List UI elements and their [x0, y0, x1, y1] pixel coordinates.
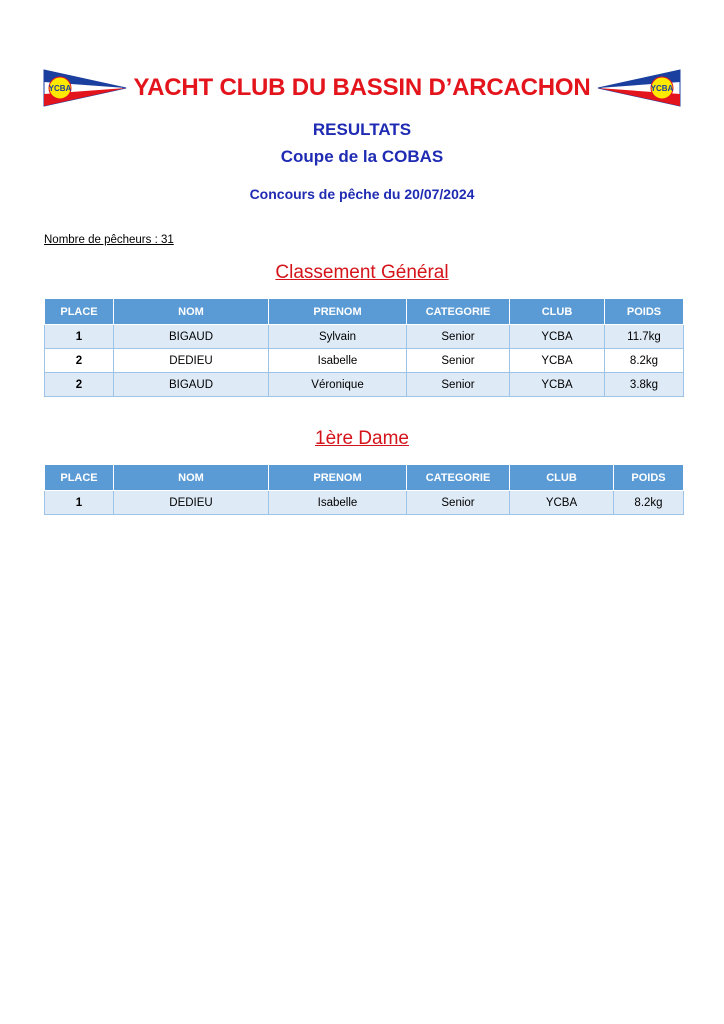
logo-text-left: YCBA — [48, 84, 72, 93]
table-header-row — [45, 299, 684, 325]
cell-place: 1 — [45, 491, 114, 515]
results-heading: RESULTATS — [312, 120, 412, 139]
first-lady-table — [44, 464, 684, 515]
cell-categorie: Senior — [407, 491, 510, 515]
cell-place: 1 — [45, 325, 114, 349]
cell-nom: DEDIEU — [114, 349, 269, 373]
cell-poids: 11.7kg — [605, 325, 684, 349]
cell-club: YCBA — [510, 373, 605, 397]
table-header-row — [45, 465, 684, 491]
column-header-poids: POIDS — [605, 299, 684, 325]
cell-categorie: Senior — [407, 349, 510, 373]
column-header-place: PLACE — [45, 299, 114, 325]
column-header-categorie: CATEGORIE — [407, 465, 510, 491]
column-header-categorie: CATEGORIE — [407, 299, 510, 325]
cell-categorie: Senior — [407, 373, 510, 397]
table-row — [45, 325, 684, 349]
column-header-poids: POIDS — [614, 465, 684, 491]
column-header-club: CLUB — [510, 299, 605, 325]
cell-poids: 8.2kg — [614, 491, 684, 515]
cell-club: YCBA — [510, 491, 614, 515]
first-lady-title: 1ère Dame — [315, 428, 409, 449]
column-header-nom: NOM — [114, 299, 269, 325]
cell-place: 2 — [45, 349, 114, 373]
cell-nom: BIGAUD — [114, 325, 269, 349]
contest-date: Concours de pêche du 20/07/2024 — [249, 186, 475, 202]
column-header-prenom: PRENOM — [269, 465, 407, 491]
cell-poids: 3.8kg — [605, 373, 684, 397]
cell-nom: DEDIEU — [114, 491, 269, 515]
cell-prenom: Isabelle — [269, 491, 407, 515]
general-ranking-title: Classement Général — [275, 262, 449, 283]
logo-text-right: YCBA — [650, 84, 674, 93]
column-header-club: CLUB — [510, 465, 614, 491]
cell-club: YCBA — [510, 325, 605, 349]
column-header-place: PLACE — [45, 465, 114, 491]
cell-prenom: Véronique — [269, 373, 407, 397]
cell-place: 2 — [45, 373, 114, 397]
cup-name: Coupe de la COBAS — [280, 147, 444, 166]
page-header — [0, 66, 724, 112]
participants-count: Nombre de pêcheurs : 31 — [44, 234, 174, 246]
table-row — [45, 491, 684, 515]
cell-nom: BIGAUD — [114, 373, 269, 397]
cell-prenom: Isabelle — [269, 349, 407, 373]
column-header-prenom: PRENOM — [269, 299, 407, 325]
table-row — [45, 349, 684, 373]
cell-poids: 8.2kg — [605, 349, 684, 373]
general-ranking-table — [44, 298, 684, 397]
ycba-pennant-right-logo — [596, 68, 682, 108]
cell-club: YCBA — [510, 349, 605, 373]
cell-prenom: Sylvain — [269, 325, 407, 349]
club-title: YACHT CLUB DU BASSIN D’ARCACHON — [133, 74, 591, 101]
cell-categorie: Senior — [407, 325, 510, 349]
table-row — [45, 373, 684, 397]
column-header-nom: NOM — [114, 465, 269, 491]
